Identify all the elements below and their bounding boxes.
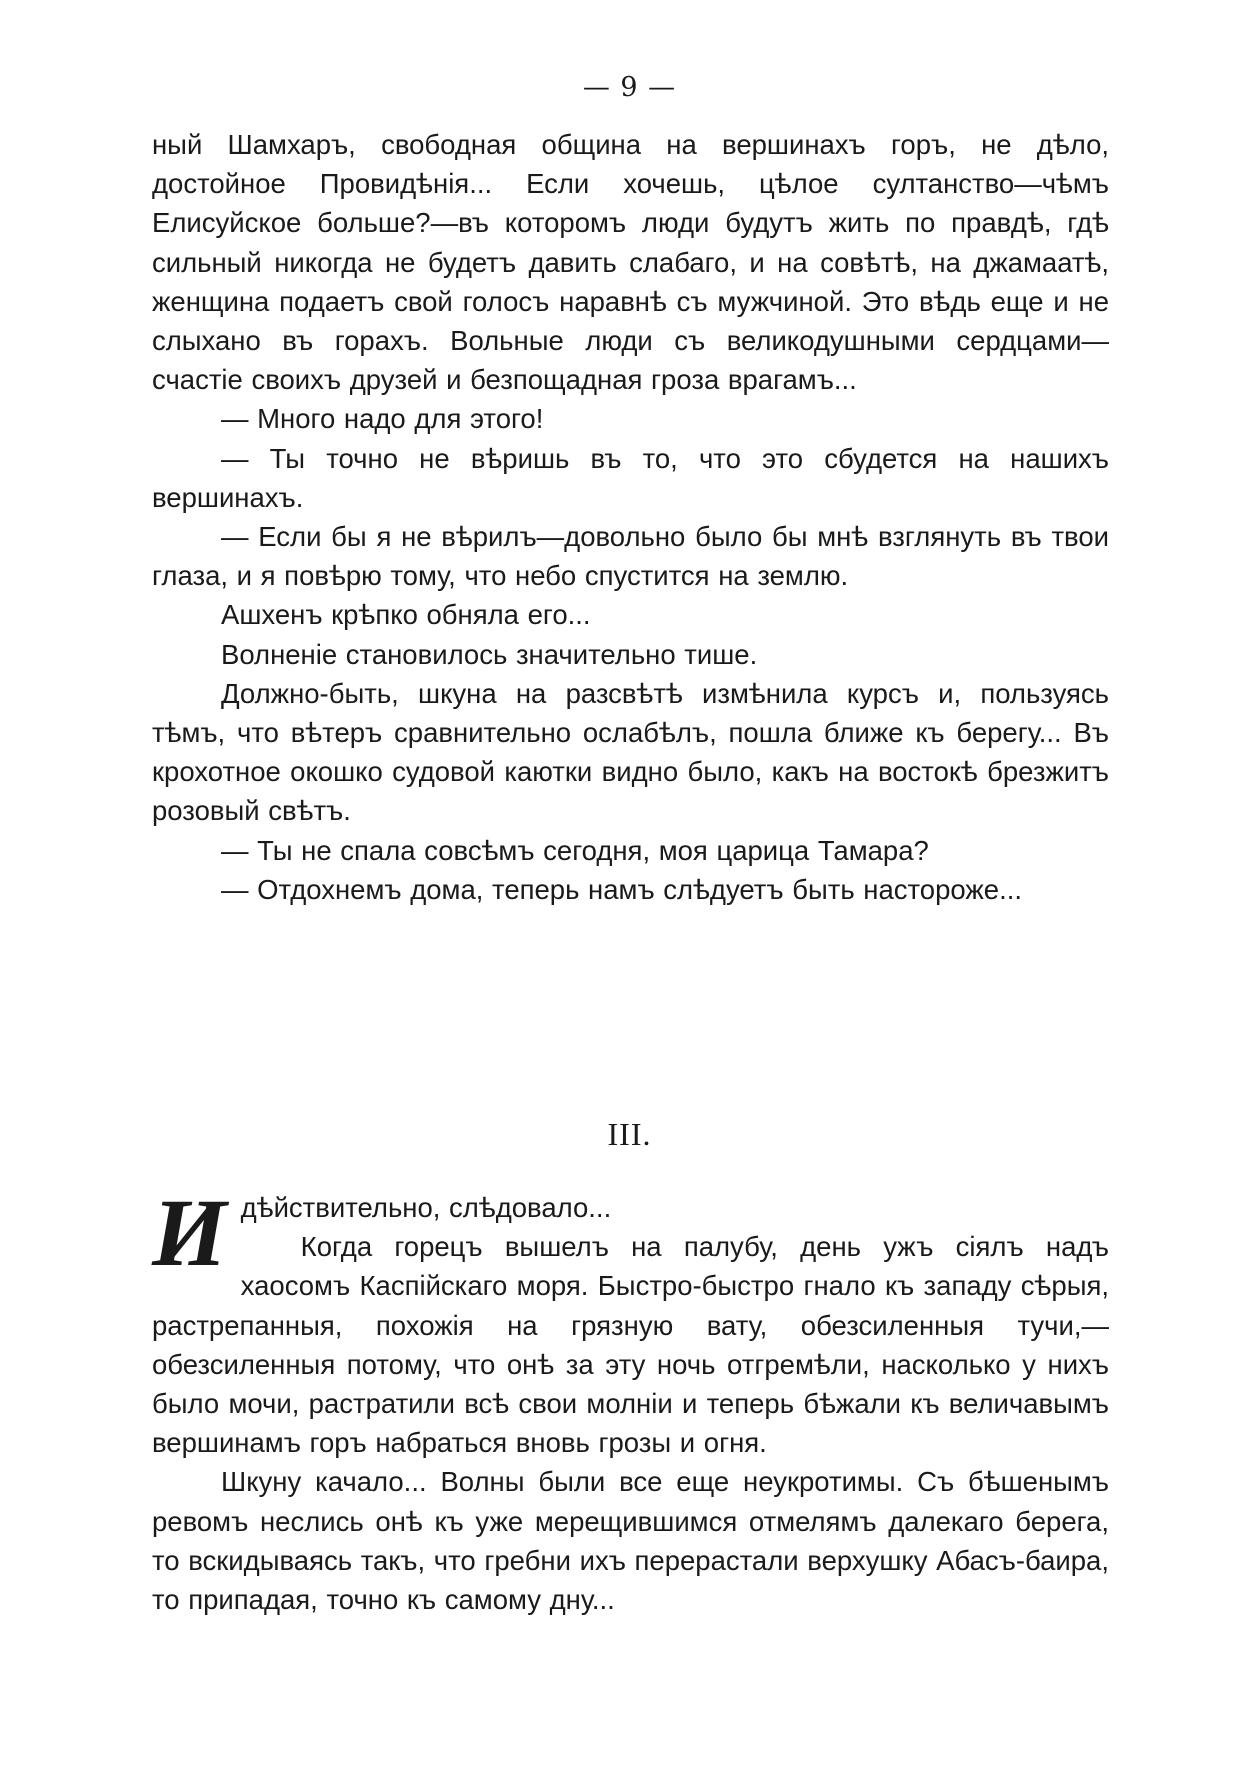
opening-paragraph-body: Когда горецъ вышелъ на палубу, день ужъ сіялъ надъ хаосомъ Каспійскаго моря. Быстро-быстро гнало къ западу сѣрыя, растрепанныя, похожія на грязную вату, обезсиленныя тучи,—обезсиленныя потому, что онѣ за эту ночь отгремѣли, насколько у нихъ было мочи, растратили всѣ свои молніи и теперь бѣжали къ величавымъ вершинамъ горъ набраться вновь грозы и огня. <box>152 1231 1109 1459</box>
paragraph: — Ты точно не вѣришь въ то, что это сбудется на нашихъ вершинахъ. <box>152 442 1109 513</box>
paragraph: ный Шамхаръ, свободная община на вершинахъ горъ, не дѣло, достойное Провидѣнія... Если хочешь, цѣлое султанство—чѣмъ Елисуйское больше?—въ которомъ люди будутъ жить по правдѣ, гдѣ сильный никогда не будетъ давить слабаго, и на совѣтѣ, на джамаатѣ, женщина подаетъ свой голосъ наравнѣ съ мужчиной. Это вѣдь еще и не слыхано въ горахъ. Вольные люди съ великодушными сердцами—счастіе своихъ друзей и безпощадная гроза врагамъ... <box>152 129 1109 396</box>
page-number: — 9 — <box>582 72 677 103</box>
paragraph: — Ты не спала совсѣмъ сегодня, моя царица Тамара? <box>221 834 929 866</box>
opening-paragraph <box>152 1179 1109 1462</box>
paragraph: — Отдохнемъ дома, теперь намъ слѣдуетъ быть настороже... <box>221 873 1022 905</box>
paragraph: Волненіе становилось значительно тише. <box>221 638 758 670</box>
chapter-heading: III. <box>607 1116 652 1152</box>
paragraph: Должно-быть, шкуна на разсвѣтѣ измѣнила курсъ и, пользуясь тѣмъ, что вѣтеръ сравнительно ослабѣлъ, пошла ближе къ берегу... Въ крохотное окошко судовой каютки видно было, какъ на востокѣ брезжитъ розовый свѣтъ. <box>152 677 1109 827</box>
text-block-section-2 <box>152 125 1109 909</box>
drop-cap-letter: И <box>152 1179 227 1286</box>
paragraph: — Много надо для этого! <box>221 403 544 435</box>
paragraph: Ашхенъ крѣпко обняла его... <box>221 599 591 631</box>
paragraph: Шкуну качало... Волны были все еще неукротимы. Съ бѣшенымъ ревомъ неслись онѣ къ уже мерещившимся отмелямъ далекаго берега, то вскидываясь такъ, что гребни ихъ перерастали верхушку Абасъ-баира, то припадая, точно къ самому дну... <box>152 1466 1109 1616</box>
opening-line: дѣйствительно, слѣдовало... <box>240 1192 612 1223</box>
paragraph: — Если бы я не вѣрилъ—довольно было бы мнѣ взглянуть въ твои глаза, и я повѣрю тому, что небо спустится на землю. <box>152 521 1109 592</box>
text-block-chapter-3 <box>152 1179 1109 1619</box>
